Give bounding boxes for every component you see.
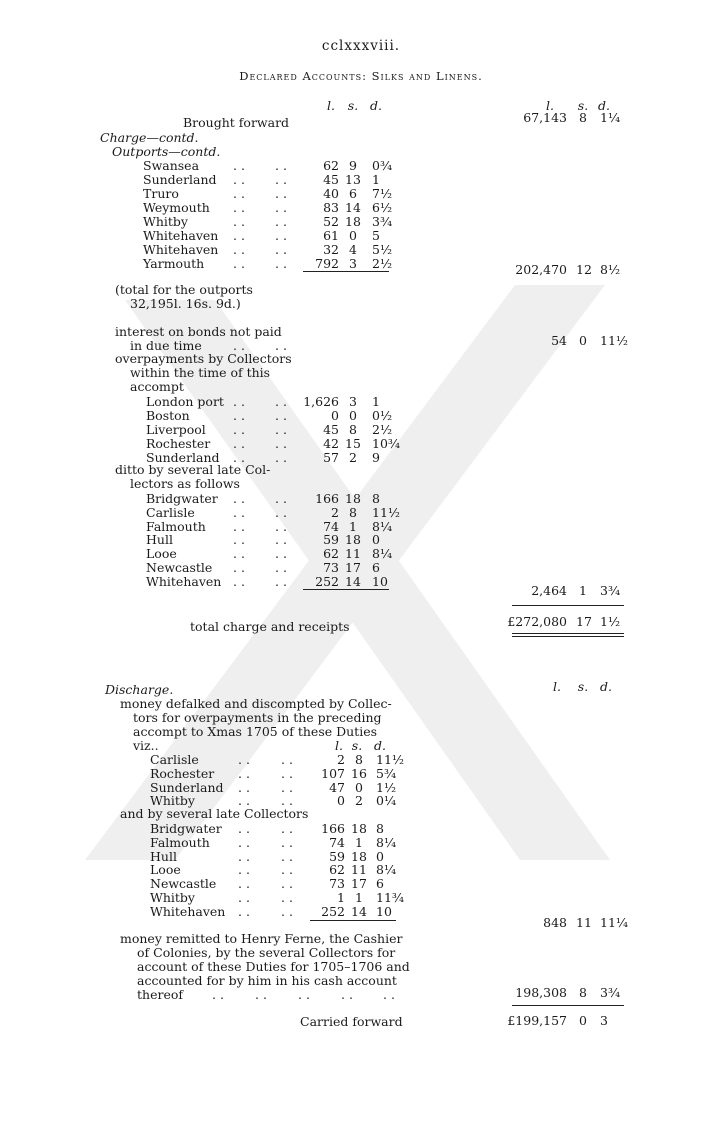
table-row-l: 40 — [323, 186, 339, 201]
table-row-name: Carlisle — [150, 752, 199, 767]
remitted-leaders-2: . . — [255, 987, 267, 1002]
table-row-name: Whitehaven — [143, 228, 219, 243]
leader-dots: . . — [275, 422, 287, 437]
total-charge-s: 17 — [576, 614, 592, 629]
table-row-d: 3¾ — [372, 214, 393, 229]
table-row-l: 252 — [321, 903, 345, 919]
table-row-d: 11¾ — [376, 890, 405, 905]
table-row-s: 16 — [351, 765, 367, 781]
table-row-name: Hull — [150, 848, 177, 864]
interest-line2: in due time — [130, 338, 202, 353]
interest-s: 0 — [579, 333, 587, 348]
leader-dots: . . — [233, 242, 245, 257]
leader-dots: . . — [281, 848, 293, 864]
leader-dots: . . — [281, 876, 293, 892]
leader-dots: . . — [275, 228, 287, 243]
table-row-name: Newcastle — [146, 560, 213, 575]
table-row-s: 18 — [345, 214, 361, 229]
table-row-s: 17 — [345, 560, 361, 575]
leader-dots: . . — [275, 450, 287, 465]
outports-total-l: 202,470 — [515, 262, 567, 277]
remitted-line-1: money remitted to Henry Ferne, the Cashier — [120, 931, 403, 946]
table-row-d: 8 — [372, 491, 380, 506]
table-row-s: 18 — [345, 491, 361, 506]
leader-dots: . . — [275, 186, 287, 201]
table-row-name: Sunderland — [150, 779, 224, 795]
table-row-s: 8 — [355, 752, 363, 767]
table-row-name: Whitehaven — [150, 903, 226, 919]
table-row-name: Carlisle — [146, 504, 195, 520]
leader-dots: . . — [275, 408, 287, 423]
carried-forward-s: 0 — [579, 1013, 587, 1028]
table-row-s: 2 — [349, 450, 357, 465]
table-row-d: 8¼ — [372, 546, 393, 562]
table-row-name: Whitby — [143, 214, 188, 229]
leader-dots: . . — [233, 422, 245, 437]
disc-rule — [310, 920, 396, 921]
overpay-heading-1: overpayments by Collectors — [115, 351, 292, 366]
table-row-l: 32 — [323, 242, 339, 257]
table-row-s: 14 — [351, 903, 367, 919]
table-row-name: Sunderland — [146, 450, 220, 465]
outports-total-s: 12 — [576, 262, 592, 277]
table-row-name: Whitehaven — [146, 573, 222, 589]
table-row-s: 8 — [349, 504, 357, 520]
leader-dots: . . — [275, 532, 287, 548]
col-head-l-right: l. — [546, 98, 554, 113]
remitted-leaders-1: . . — [212, 987, 224, 1002]
table-row-name: Weymouth — [143, 200, 210, 215]
late-disc-heading: and by several late Collectors — [120, 806, 309, 821]
table-row-s: 18 — [351, 848, 367, 864]
table-row-s: 18 — [351, 821, 367, 836]
table-row-d: 1 — [372, 172, 380, 187]
leader-dots: . . — [281, 834, 293, 850]
table-row-s: 15 — [345, 436, 361, 451]
table-row-l: 74 — [323, 518, 339, 534]
leader-dots: . . — [275, 546, 287, 562]
leader-dots: . . — [275, 172, 287, 187]
table-row-s: 17 — [351, 876, 367, 892]
table-row-l: 73 — [329, 876, 345, 892]
leader-dots: . . — [233, 214, 245, 229]
leader-dots: . . — [275, 491, 287, 506]
leader-dots: . . — [233, 532, 245, 548]
table-row-l: 45 — [323, 422, 339, 437]
table-row-s: 0 — [349, 228, 357, 243]
leader-dots: . . — [233, 450, 245, 465]
leader-dots: . . — [233, 394, 245, 409]
table-row-s: 0 — [349, 408, 357, 423]
remitted-line-2: of Colonies, by the several Collectors for — [137, 945, 396, 960]
outports-note-line2: 32,195l. 16s. 9d.) — [130, 296, 241, 311]
table-row-l: 107 — [321, 765, 345, 781]
table-row-d: 10 — [376, 903, 392, 919]
total-charge-l: £272,080 — [507, 614, 567, 629]
table-row-d: 7½ — [372, 186, 393, 201]
leader-dots: . . — [281, 793, 293, 809]
late-rule — [303, 589, 389, 590]
table-row-name: Falmouth — [150, 834, 210, 850]
interest-line1: interest on bonds not paid — [115, 324, 282, 339]
table-row-l: 61 — [323, 228, 339, 243]
table-row-s: 11 — [351, 862, 367, 878]
table-row-l: 0 — [337, 793, 345, 809]
table-row-name: London port — [146, 394, 224, 409]
total-charge-d: 1½ — [600, 614, 621, 629]
table-row-name: Boston — [146, 408, 190, 423]
leader-dots: . . — [281, 890, 293, 905]
table-row-d: 2½ — [372, 422, 393, 437]
leader-dots: . . — [238, 793, 250, 809]
table-row-l: 47 — [329, 779, 345, 795]
total-charge-label: total charge and receipts — [190, 619, 350, 634]
table-row-d: 0 — [376, 848, 384, 864]
leader-dots: . . — [238, 779, 250, 795]
overpay-total-l: 2,464 — [531, 583, 567, 598]
table-row-l: 59 — [329, 848, 345, 864]
table-row-l: 0 — [331, 408, 339, 423]
table-row-d: 6 — [376, 876, 384, 892]
leader-dots: . . — [238, 765, 250, 781]
leader-dots: . . — [233, 172, 245, 187]
table-row-name: Whitehaven — [143, 242, 219, 257]
table-row-s: 14 — [345, 573, 361, 589]
defalked-total-s: 11 — [576, 915, 592, 930]
table-row-d: 0 — [372, 532, 380, 548]
table-row-d: 6½ — [372, 200, 393, 215]
overpay-heading-3: accompt — [130, 379, 184, 394]
late-heading-2: lectors as follows — [130, 476, 240, 491]
table-row-l: 1,626 — [303, 394, 339, 409]
leader-dots: . . — [275, 518, 287, 534]
leader-dots: . . — [238, 903, 250, 919]
table-row-d: 8¼ — [376, 862, 397, 878]
remitted-leaders-5: . . — [383, 987, 395, 1002]
table-row-name: Falmouth — [146, 518, 206, 534]
outports-total-d: 8½ — [600, 262, 621, 277]
table-row-l: 52 — [323, 214, 339, 229]
defalked-col-head-d: d. — [374, 738, 386, 753]
table-row-d: 0½ — [372, 408, 393, 423]
leader-dots: . . — [238, 876, 250, 892]
leader-dots: . . — [233, 573, 245, 589]
total-charge-rule-top — [512, 605, 624, 606]
carried-forward-rule — [512, 1005, 624, 1006]
table-row-l: 792 — [315, 256, 339, 271]
leader-dots: . . — [233, 158, 245, 173]
charge-heading: Charge—contd. — [100, 130, 199, 145]
leader-dots: . . — [233, 408, 245, 423]
defalked-line-3: accompt to Xmas 1705 of these Duties — [133, 724, 378, 739]
table-row-d: 0¼ — [376, 793, 397, 809]
page-heading: Declared Accounts: Silks and Linens. — [239, 69, 483, 83]
table-row-d: 2½ — [372, 256, 393, 271]
table-row-l: 74 — [329, 834, 345, 850]
leader-dots: . . — [275, 394, 287, 409]
table-row-d: 11½ — [372, 504, 401, 520]
remitted-leaders-4: . . — [341, 987, 353, 1002]
table-row-l: 57 — [323, 450, 339, 465]
leader-dots: . . — [238, 752, 250, 767]
table-row-name: Swansea — [143, 158, 200, 173]
carried-forward-l: £199,157 — [507, 1013, 567, 1028]
leader-dots: . . — [238, 890, 250, 905]
col-head-d: d. — [370, 98, 382, 113]
remitted-d: 3¾ — [600, 985, 621, 1000]
leader-dots: . . — [233, 200, 245, 215]
col-head-l: l. — [327, 98, 335, 113]
leader-dots: . . — [233, 546, 245, 562]
table-row-d: 10 — [372, 573, 388, 589]
defalked-total-l: 848 — [543, 915, 567, 930]
discharge-heading: Discharge. — [105, 682, 174, 697]
leader-dots: . . — [233, 560, 245, 575]
remitted-leaders-3: . . — [298, 987, 310, 1002]
disc-col-head-d: d. — [600, 679, 612, 694]
table-row-name: Whitby — [150, 793, 195, 809]
carried-forward-label: Carried forward — [300, 1014, 403, 1029]
table-row-s: 1 — [349, 518, 357, 534]
carried-forward-d: 3 — [600, 1013, 608, 1028]
table-row-s: 9 — [349, 158, 357, 173]
leader-dots: . . — [233, 518, 245, 534]
table-row-d: 11½ — [376, 752, 405, 767]
table-row-l: 252 — [315, 573, 339, 589]
outports-heading: Outports—contd. — [112, 144, 221, 159]
leader-dots: . . — [233, 256, 245, 271]
brought-forward-s: 8 — [579, 110, 587, 125]
table-row-s: 2 — [355, 793, 363, 809]
table-row-name: Looe — [146, 546, 177, 562]
table-row-d: 1 — [372, 394, 380, 409]
table-row-s: 14 — [345, 200, 361, 215]
table-row-d: 5¾ — [376, 765, 397, 781]
leader-dots: . . — [281, 765, 293, 781]
table-row-name: Rochester — [150, 765, 215, 781]
table-row-d: 6 — [372, 560, 380, 575]
leader-dots: . . — [233, 186, 245, 201]
brought-forward-d: 1¼ — [600, 110, 621, 125]
table-row-s: 1 — [355, 834, 363, 850]
leader-dots: . . — [238, 834, 250, 850]
defalked-line-2: tors for overpayments in the preceding — [133, 710, 382, 725]
table-row-s: 4 — [349, 242, 357, 257]
table-row-s: 18 — [345, 532, 361, 548]
brought-forward-l: 67,143 — [523, 110, 567, 125]
remitted-line-5: thereof — [137, 987, 183, 1002]
table-row-name: Truro — [143, 186, 179, 201]
defalked-line-4: viz.. — [133, 738, 159, 753]
leader-dots: . . — [275, 256, 287, 271]
leader-dots: . . — [238, 821, 250, 836]
table-row-d: 8¼ — [376, 834, 397, 850]
table-row-name: Yarmouth — [143, 256, 205, 271]
leader-dots: . . — [238, 848, 250, 864]
table-row-l: 83 — [323, 200, 339, 215]
table-row-s: 0 — [355, 779, 363, 795]
table-row-d: 5½ — [372, 242, 393, 257]
table-row-l: 73 — [323, 560, 339, 575]
table-row-l: 42 — [323, 436, 339, 451]
table-row-s: 13 — [345, 172, 361, 187]
leader-dots: . . — [275, 158, 287, 173]
table-row-name: Bridgwater — [150, 821, 222, 836]
table-row-d: 9 — [372, 450, 380, 465]
page-number: cclxxxviii. — [321, 38, 401, 54]
overpay-heading-2: within the time of this — [130, 365, 271, 380]
remitted-s: 8 — [579, 985, 587, 1000]
table-row-l: 62 — [329, 862, 345, 878]
table-row-l: 1 — [337, 890, 345, 905]
table-row-s: 11 — [345, 546, 361, 562]
defalked-line-1: money defalked and discompted by Collec- — [120, 696, 392, 711]
table-row-name: Hull — [146, 532, 173, 548]
leader-dots: . . — [281, 821, 293, 836]
table-row-d: 8 — [376, 821, 384, 836]
interest-l: 54 — [551, 333, 567, 348]
table-row-l: 2 — [337, 752, 345, 767]
leader-dots: . . — [275, 504, 287, 520]
interest-d: 11½ — [600, 333, 629, 348]
leader-dots: . . — [281, 903, 293, 919]
leader-dots: . . — [275, 200, 287, 215]
brought-forward-label: Brought forward — [183, 115, 290, 130]
interest-leaders-2: . . — [275, 338, 287, 353]
leader-dots: . . — [233, 228, 245, 243]
table-row-d: 1½ — [376, 779, 397, 795]
table-row-l: 45 — [323, 172, 339, 187]
table-row-l: 166 — [315, 491, 339, 506]
table-row-l: 62 — [323, 158, 339, 173]
table-row-name: Rochester — [146, 436, 211, 451]
table-row-l: 166 — [321, 821, 345, 836]
defalked-total-d: 11¼ — [600, 915, 629, 930]
table-row-l: 59 — [323, 532, 339, 548]
table-row-l: 62 — [323, 546, 339, 562]
leader-dots: . . — [233, 491, 245, 506]
outports-note-line1: (total for the outports — [115, 282, 253, 297]
table-row-d: 5 — [372, 228, 380, 243]
total-charge-double-rule — [512, 633, 624, 637]
table-row-name: Liverpool — [146, 422, 206, 437]
defalked-col-head-l: l. — [335, 738, 343, 753]
table-row-s: 8 — [349, 422, 357, 437]
leader-dots: . . — [281, 862, 293, 878]
table-row-d: 0¾ — [372, 158, 393, 173]
disc-col-head-s: s. — [577, 679, 589, 694]
table-row-d: 10¾ — [372, 436, 401, 451]
table-row-d: 8¼ — [372, 518, 393, 534]
table-row-name: Looe — [150, 862, 181, 878]
col-head-s-right: s. — [577, 98, 589, 113]
table-row-name: Newcastle — [150, 876, 217, 892]
overpay-total-s: 1 — [579, 583, 587, 598]
table-row-s: 6 — [349, 186, 357, 201]
leader-dots: . . — [275, 560, 287, 575]
remitted-line-3: account of these Duties for 1705–1706 and — [137, 959, 410, 974]
table-row-s: 3 — [349, 256, 357, 271]
leader-dots: . . — [275, 214, 287, 229]
table-row-name: Whitby — [150, 890, 195, 905]
leader-dots: . . — [238, 862, 250, 878]
leader-dots: . . — [275, 573, 287, 589]
late-heading-1: ditto by several late Col- — [115, 462, 271, 477]
table-row-l: 2 — [331, 504, 339, 520]
col-head-d-right: d. — [598, 98, 610, 113]
defalked-col-head-s: s. — [351, 738, 363, 753]
leader-dots: . . — [281, 752, 293, 767]
interest-leaders-1: . . — [233, 338, 245, 353]
leader-dots: . . — [233, 504, 245, 520]
col-head-s: s. — [347, 98, 359, 113]
leader-dots: . . — [281, 779, 293, 795]
table-row-s: 3 — [349, 394, 357, 409]
disc-col-head-l: l. — [553, 679, 561, 694]
table-row-name: Bridgwater — [146, 491, 218, 506]
leader-dots: . . — [275, 242, 287, 257]
outports-rule — [303, 271, 389, 272]
remitted-l: 198,308 — [515, 985, 567, 1000]
leader-dots: . . — [233, 436, 245, 451]
table-row-s: 1 — [355, 890, 363, 905]
leader-dots: . . — [275, 436, 287, 451]
remitted-line-4: accounted for by him in his cash account — [137, 973, 397, 988]
table-row-name: Sunderland — [143, 172, 217, 187]
overpay-total-d: 3¾ — [600, 583, 621, 598]
